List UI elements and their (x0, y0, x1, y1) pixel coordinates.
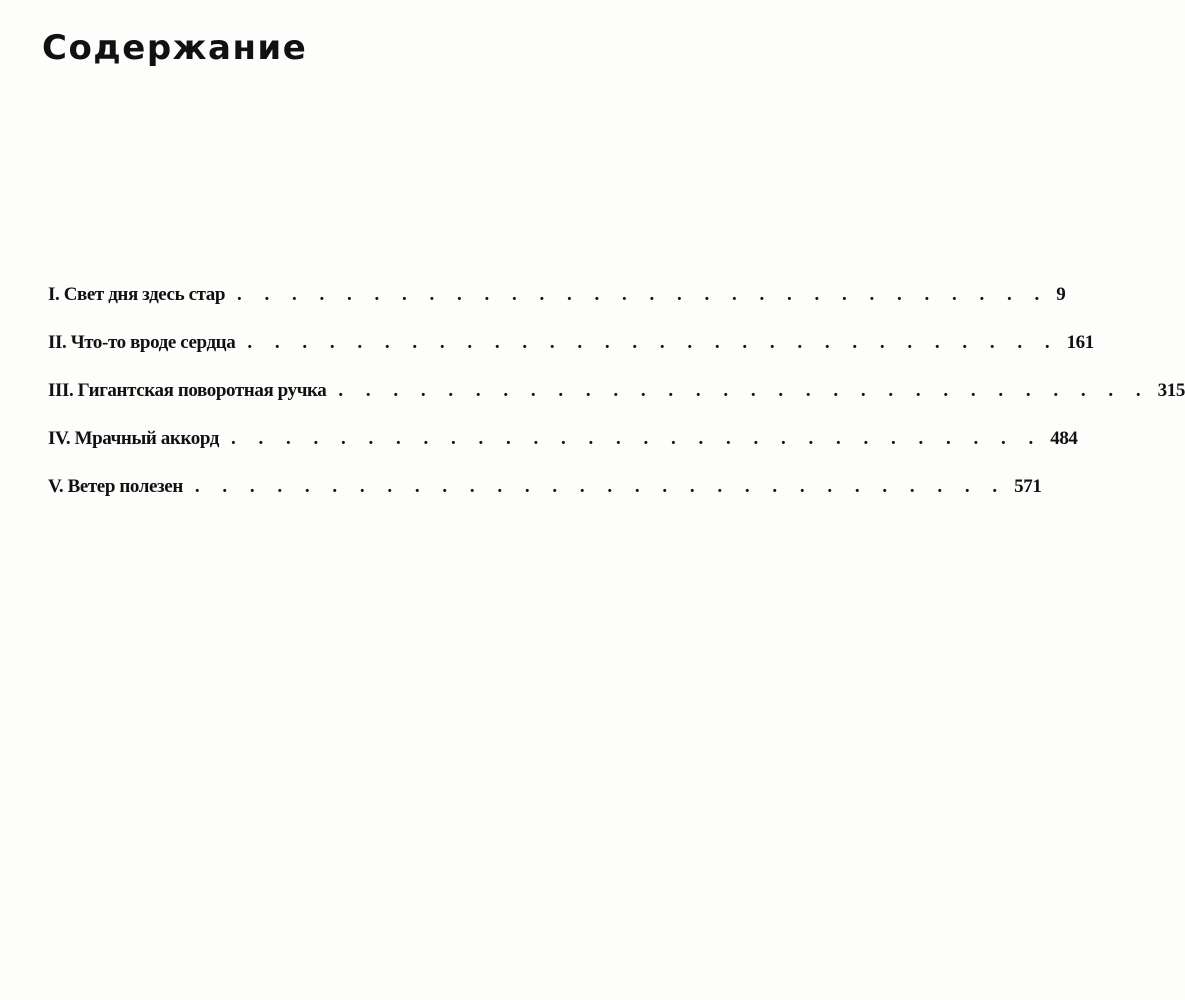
dot-leader: . . . . . . . . . . . . . . . . . . . . . . . . . . . . . . (194, 476, 1007, 497)
toc-entry[interactable] (48, 284, 1066, 332)
toc-entry[interactable] (48, 428, 1078, 476)
dot-leader: . . . . . . . . . . . . . . . . . . . . . . . . . . . . . . (247, 332, 1059, 353)
toc-entry-label: III. Гигантская поворотная ручка (48, 380, 327, 401)
toc-entry-label: V. Ветер полезен (48, 476, 183, 497)
toc-entry-label: I. Свет дня здесь стар (48, 284, 226, 305)
toc-entry[interactable] (48, 332, 1094, 380)
dot-leader: . . . . . . . . . . . . . . . . . . . . . . . . . . . . . . (237, 284, 1049, 305)
toc-entry[interactable] (48, 380, 1185, 428)
toc-entry-page: 9 (1056, 284, 1066, 305)
toc-entry-label: II. Что-то вроде сердца (48, 332, 236, 353)
toc-entry-page: 315 (1157, 380, 1185, 401)
dot-leader: . . . . . . . . . . . . . . . . . . . . . . . . . . . . . . (338, 380, 1150, 401)
toc-entry-label: IV. Мрачный аккорд (48, 428, 219, 449)
toc-entry[interactable] (48, 476, 1042, 524)
dot-leader: . . . . . . . . . . . . . . . . . . . . . . . . . . . . . . (230, 428, 1043, 449)
toc-entry-page: 484 (1050, 428, 1078, 449)
page-title: Содержание (42, 28, 308, 68)
toc-entry-page: 161 (1066, 332, 1094, 353)
toc-entry-page: 571 (1014, 476, 1042, 497)
table-of-contents (48, 284, 1185, 524)
